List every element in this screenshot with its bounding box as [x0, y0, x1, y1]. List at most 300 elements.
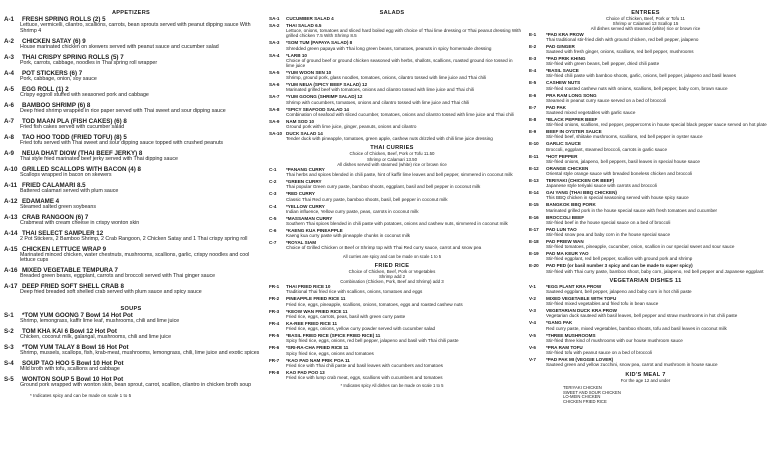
menu-item — [263, 370, 521, 380]
menu-item-code: A-4 — [4, 69, 14, 77]
menu-item-name: *BASIL FRIED RICE (SPICE FRIED RICE) 11 — [286, 333, 381, 339]
menu-item-description: Fried rice, eggs, onions, yellow curry powder served with cucumber salad — [286, 326, 436, 332]
menu-item-name: THAI SELECT SAMPLER 12 — [22, 229, 104, 237]
menu-item-description: Stir-fried eggplant, red bell pepper, scallion with ground pork and shrimp — [546, 256, 693, 262]
menu-item-code: A-9 — [4, 149, 14, 157]
menu-item — [263, 309, 521, 319]
menu-item-code: A-15 — [4, 245, 18, 253]
menu-item-code: FR-3 — [269, 308, 280, 314]
vegetarian-section — [523, 278, 768, 368]
menu-item — [0, 344, 262, 357]
menu-item-name: NAM SOD 10 — [286, 118, 315, 124]
menu-item-code: S-4 — [4, 360, 14, 368]
menu-item-description: Shrimp with cucumbers, tomatoes, onions and cilantro tossed with lime juice and Thai chili — [286, 99, 470, 105]
menu-item-description: Marinated minced chicken, water chestnuts, mushrooms, scallions, garlic, crispy noodles and cool lettuce cups — [20, 251, 250, 264]
menu-item — [0, 182, 262, 195]
kids-meal-item: LO-MEIN CHICKEN — [563, 394, 601, 400]
menu-item — [0, 86, 262, 99]
menu-item-code: A-2 — [4, 37, 14, 45]
menu-item-code: E-14 — [529, 190, 539, 196]
menu-item-name: WONTON SOUP 5 Bowl 10 Hot Pot — [22, 376, 124, 384]
menu-item-name: PAD PRIEW WAN — [546, 239, 584, 245]
menu-item-name: CUCUMBER SALAD 4 — [286, 16, 334, 21]
entrees-title: ENTREES — [631, 10, 660, 16]
menu-item — [263, 284, 521, 294]
menu-item-description: Traditional Thai fried rice with scallions, onions, tomatoes and eggs — [286, 289, 423, 295]
menu-item — [523, 93, 768, 103]
kids-meal-item: TERIYAKI CHICKEN — [563, 384, 602, 390]
menu-item-name: *TOM YUM GOONG 7 Bowl 14 Hot Pot — [22, 312, 133, 320]
menu-item-code: A-16 — [4, 267, 18, 275]
menu-item — [263, 53, 521, 69]
menu-item-description: Sauteed mixed vegetables with garlic sauce — [546, 110, 636, 116]
menu-item — [0, 283, 262, 296]
soups-list — [0, 312, 262, 389]
menu-item-code: A-10 — [4, 165, 18, 173]
menu-item-name: *KAO PAD NAM PRIK POA 11 — [286, 357, 350, 363]
menu-item — [0, 70, 262, 83]
menu-item-description: Thai style fried marinated beef jerky served with Thai dipping sauce — [20, 155, 179, 162]
menu-item-name: EGG ROLL (1) 2 — [22, 85, 69, 93]
menu-item-description: Sauteed eggplant, bell pepper, jalapeno and baby corn in hot chili paste — [546, 289, 692, 295]
menu-item-code: E-17 — [529, 226, 539, 232]
menu-item-name: CASHEW NUTS — [546, 80, 581, 86]
menu-item-name: GAI YANG (THAI BBQ CHICKEN) — [546, 190, 617, 196]
menu-item-name: DEEP FRIED SOFT SHELL CRAB 8 — [22, 283, 124, 291]
menu-item-description: Breaded green beans, eggplant, carrots and broccoli served with Thai ginger sauce — [20, 273, 216, 280]
salads-title: SALADS — [379, 10, 405, 16]
menu-item-description: Pork, carrots, cabbage, noodles in Thai spring roll wrapper — [20, 59, 158, 66]
menu-item-description: Oriental style orange sauce with breaded boneless chicken and broccoli — [546, 171, 693, 177]
appetizers-list — [0, 16, 262, 296]
menu-item-name: POT STICKERS (6) 7 — [22, 69, 83, 77]
menu-item — [0, 214, 262, 227]
menu-item-description: Combination of seafood with sliced cucumber, tomatoes, onions and cilantro tossed with lime juice and Thai chili — [286, 111, 514, 117]
menu-item — [0, 38, 262, 51]
salads-list — [263, 16, 521, 141]
menu-item — [0, 376, 262, 389]
menu-item-name: BANGKOK BBQ PORK — [546, 202, 596, 208]
menu-item-name: ORANGE CHICKEN — [546, 165, 589, 171]
menu-item-code: S-1 — [4, 312, 14, 320]
menu-item-description: Pork, cabbage, onion, soy sauce — [20, 75, 97, 82]
menu-item-name: MIXED VEGETABLE TEMPURA 7 — [22, 267, 118, 275]
menu-item-description: Fried rice, eggs, carrots, peas, basil with green curry paste — [286, 313, 406, 319]
menu-item-description: Thai popular Green curry paste, bamboo shoots, eggplant, basil and bell pepper in coconut milk — [286, 184, 481, 190]
entrees-seafood-price: Shrimp or Calamari 13 Scallop 15 — [612, 21, 679, 27]
menu-item-name: TERIYAKI (CHICKEN OR BEEF) — [546, 178, 614, 184]
menu-item — [263, 345, 521, 355]
menu-item-name: CHICKEN LETTUCE WRAP 9 — [22, 245, 107, 253]
menu-item-code: E-16 — [529, 214, 539, 220]
menu-item — [0, 150, 262, 163]
menu-item — [523, 296, 768, 306]
menu-item-name: *KEOW WAN FRIED RICE 11 — [286, 308, 348, 314]
menu-item-description: Stir-fried snow pea and baby corn in the house special sauce — [546, 232, 671, 238]
curries-title: THAI CURRIES — [370, 145, 414, 152]
menu-item-description: This BBQ chicken in special seasoning served with house spicy sauce — [546, 195, 689, 201]
menu-item-description: Stir-fried onions, jalapeno, bell peppers, basil leaves in special house sauce — [546, 158, 700, 164]
menu-item-code: V-1 — [529, 283, 536, 289]
menu-item-code: SA-4 — [269, 52, 280, 58]
menu-item-code: A-6 — [4, 101, 14, 109]
menu-item-description: Stir-fried beef, shiitake mushrooms, scallions, red bell pepper in oyster sauce — [546, 134, 703, 140]
menu-item-code: A-8 — [4, 133, 14, 141]
menu-item-code: E-6 — [529, 92, 537, 98]
menu-item — [523, 129, 768, 139]
menu-item — [263, 333, 521, 343]
menu-item — [263, 82, 521, 92]
menu-item — [523, 320, 768, 330]
menu-item-code: E-11 — [529, 153, 539, 159]
left-column — [0, 0, 262, 466]
menu-item — [263, 240, 521, 250]
menu-item-description: Shrimp, mussels, scallops, fish, krab-meat, mushrooms, lemongrass, chili, lime juice and exotic spices — [20, 350, 260, 357]
menu-item-name: THAI SALAD 6.5 — [286, 23, 322, 28]
menu-item-name: BEEF IN OYSTER SAUCE — [546, 129, 602, 135]
menu-item-description: Stir-fried beef in the house special sauce on a bed of broccoli — [546, 219, 671, 225]
curries-rice-note: All dishes served with steamed (white) rice or brown rice — [337, 161, 447, 167]
curries-section — [263, 145, 521, 258]
menu-item-name: *SRI-RA-CHA FRIED RICE 11 — [286, 345, 349, 351]
menu-item-description: Deep fried breaded soft shelled crab served with plum sauce and spicy sauce — [20, 289, 202, 296]
menu-item-description: Red curry paste, mixed vegetables, bamboo shoots, tofu and basil leaves in coconut milk — [546, 325, 727, 331]
fried-rice-shrimp: Shrimp add 2 — [378, 273, 406, 279]
menu-item — [523, 141, 768, 151]
menu-item-description: Crispy eggroll stuffed with seasoned pork and cabbage — [20, 91, 149, 98]
menu-item-code: V-7 — [529, 357, 536, 363]
menu-item-description: House marinated chicken on skewers served with peanut sauce and cucumber salad — [20, 43, 219, 50]
menu-item-description: Thai traditional stir-fried dish with ground chicken, red bell pepper, jalapeno — [546, 36, 699, 42]
menu-item — [0, 118, 262, 131]
menu-item-description: Fried rice with Thai chili paste and basil leaves with cucumbers and tomatoes — [286, 362, 443, 368]
menu-item-name: TAO HOO TODD (FRIED TOFU) (8) 5 — [22, 133, 127, 141]
menu-item-code: C-5 — [269, 215, 277, 221]
fried-rice-list — [263, 284, 521, 380]
menu-item-name: PAD PAK — [546, 104, 566, 110]
entrees-price: Choice of Chicken, Beef, Pork or Tofu 11 — [606, 16, 685, 21]
menu-item-name: FRESH SPRING ROLLS (2) 5 — [22, 16, 106, 23]
menu-item-name: *MASSAMAN CURRY — [286, 215, 333, 221]
menu-item-description: Stir-fried with Thai curry paste, bamboo shoot, baby corn, jalapeno, red bell pepper and Japanese eggplant — [546, 268, 764, 274]
menu-item-name: *TOM YUM TALAY 8 Bowl 16 Hot Pot — [22, 344, 129, 352]
menu-item — [0, 267, 262, 280]
fried-rice-choice: Choice of Chicken, Beef, Pork or Vegetables — [348, 268, 436, 274]
soups-note: * Indicates spicy and can be made on scale 1 to 5 — [30, 392, 132, 398]
menu-item-name: *BLACK PEPPER BEEF — [546, 117, 598, 123]
fried-rice-section — [263, 263, 521, 388]
fried-rice-note: * Indicates spicy All dishes can be made on scale 1 to 5 — [340, 383, 444, 389]
menu-item — [0, 166, 262, 179]
menu-item-code: E-5 — [529, 80, 537, 86]
menu-item-code: SA-2 — [269, 23, 280, 28]
menu-item-header — [263, 16, 521, 21]
menu-item — [523, 345, 768, 355]
menu-item — [523, 178, 768, 188]
menu-item — [0, 102, 262, 115]
menu-item-description: Indian influence, Yellow curry paste, peas, carrots in coconut milk — [286, 208, 419, 214]
menu-item-code: FR-2 — [269, 296, 280, 302]
menu-item-description: Ground pork wrapped with wonton skin, bean sprout, carrot, scallion, cilantro in chicken broth soup — [20, 382, 252, 389]
menu-item-name: THAI FRIED RICE 10 — [286, 284, 331, 290]
menu-item-code: V-6 — [529, 344, 536, 350]
menu-item-code: A-3 — [4, 53, 14, 61]
vegetarian-list — [523, 284, 768, 368]
menu-item-name: THAI CRISPY SPRING ROLLS (5) 7 — [22, 53, 124, 61]
menu-item-code: E-3 — [529, 56, 537, 62]
menu-item — [0, 134, 262, 147]
menu-item — [263, 167, 521, 177]
menu-item-code: A-11 — [4, 181, 18, 189]
menu-item-code: C-1 — [269, 167, 277, 173]
menu-item-name: *SPICY SEAFOOD SALAD 14 — [286, 106, 349, 112]
menu-item — [0, 54, 262, 67]
menu-item — [523, 251, 768, 261]
menu-item-code: C-7 — [269, 240, 277, 246]
curries-note: All curries are spicy and can be made on scale 1 to 5 — [342, 253, 442, 259]
menu-item — [263, 179, 521, 189]
menu-item-code: A-17 — [4, 283, 18, 291]
menu-item — [523, 202, 768, 212]
menu-item-description: Shrimp, ground pork, glass noodles, tomatoes, onions, cilantro tossed with lime juice and Thai chili — [286, 75, 487, 81]
menu-item — [523, 284, 768, 294]
menu-item-name: *GANG PAK — [546, 320, 573, 326]
menu-item-name: *PAD KRA PROW — [546, 31, 584, 37]
menu-item-description: Stir-fried with green beans, bell pepper, dried chili paste — [546, 61, 660, 67]
menu-item-description: Marinated grilled beef with tomatoes, onions and cilantro tossed with lime juice and Thai chili — [286, 87, 474, 93]
menu-item-name: BAMBOO SHRIMP (6) 8 — [22, 101, 91, 109]
menu-item-name: TOD MAAN PLA (FISH CAKES) (6) 8 — [22, 117, 127, 125]
menu-item-description: Shredded green papaya with Thai long green beans, tomatoes, peanuts in spicy homemade dressing — [286, 45, 492, 51]
menu-item-description: Marinated grilled pork in the house special sauce with fresh tomatoes and cucumber — [546, 207, 718, 213]
menu-item-description: Thai herbs and spices blended in chili paste, hint of kaffir lime leaves and bell pepper, simmered in coconut milk — [286, 172, 513, 178]
menu-item-name: PINEAPPLE FRIED RICE 11 — [286, 296, 346, 302]
menu-item-description: Stir-fried chili paste with bamboo shoots, garlic, onions, bell pepper, jalapeno and basil leaves — [546, 73, 736, 79]
soups-title: SOUPS — [120, 306, 142, 313]
menu-item-description: Spicy fried rice, eggs, onions, red bell pepper, jalapeno and basil with Thai chili paste — [286, 338, 459, 344]
menu-item-code: SA-9 — [269, 118, 280, 124]
menu-item-code: S-3 — [4, 344, 14, 352]
menu-item-description: Deep fried shrimp wrapped in rice paper served with Thai sweet and sour dipping sauce — [20, 107, 226, 114]
menu-item-code: E-13 — [529, 178, 539, 184]
menu-item-code: V-4 — [529, 320, 536, 326]
menu-item-description: Ground pork with lime juice, ginger, peanuts, onions and cilantro — [286, 124, 417, 130]
menu-item — [263, 296, 521, 306]
menu-item-description: Stir-fried three kind of mushrooms with our house mushroom sauce — [546, 337, 683, 343]
menu-item — [0, 230, 262, 243]
menu-item-name: *RED CURRY — [286, 191, 315, 197]
kids-age-note: For the age 12 and under — [620, 377, 671, 383]
menu-item-name: CHICKEN SATAY (6) 9 — [22, 37, 86, 45]
menu-item-description: Spicy fried rice, eggs, onions and tomatoes — [286, 350, 374, 356]
menu-item-description: Battered calamari served with plum sauce — [20, 187, 119, 194]
menu-item-code: SA-10 — [269, 131, 283, 137]
menu-item — [263, 131, 521, 141]
menu-item-code: A-5 — [4, 85, 14, 93]
menu-item-name: NEUA DHAT DIOW (THAI BEEF JERKY) 8 — [22, 149, 143, 157]
menu-item-name: *YUM WOON SEN 10 — [286, 70, 332, 76]
menu-item-description: Kaeng kua curry paste with pineapple chunks in coconut milk — [286, 233, 411, 239]
menu-item-name: *HOT PEPPER — [546, 153, 578, 159]
menu-item-code: E-7 — [529, 104, 537, 110]
menu-item — [263, 216, 521, 226]
curries-seafood-price: Shrimp or Calamari 13.50 — [366, 156, 418, 162]
menu-item-description: Choice of Grilled Chicken or Beef or Shrimp top with Thai Red curry sauce, carrot and snow pea — [286, 245, 482, 251]
menu-item — [263, 228, 521, 238]
menu-item-code: E-20 — [529, 263, 539, 269]
menu-item-description: Southern Thai spices blended in chili paste with potatoes, onions and cashew nuts, simmered in coconut milk — [286, 221, 508, 227]
menu-item — [0, 246, 262, 265]
menu-item — [263, 16, 521, 21]
menu-item-code: SA-7 — [269, 94, 280, 100]
menu-item-description: Sauteed with fresh ginger, onions, scallions, red bell pepper, mushrooms — [546, 49, 694, 55]
entrees-rice-note: All dishes served with steamed (white) rice or brown rice — [590, 26, 701, 32]
menu-item-code: E-9 — [529, 129, 537, 135]
menu-item-name: *SOM TUM (PAPAYA SALAD) 8 — [286, 40, 353, 46]
menu-item-code: SA-6 — [269, 82, 280, 88]
menu-item-name: FRIED CALAMARI 8.5 — [22, 181, 86, 189]
menu-item-name: BROCCOLI BEEF — [546, 214, 585, 220]
menu-item — [0, 198, 262, 211]
menu-item-name: PAD LUN TAO — [546, 226, 577, 232]
menu-item-description: Stir-fried onions, scallions, red pepper, peppercorns in house special black pepper sauce served on hot plate — [546, 122, 767, 128]
menu-item-description: Vegetarian duck sauteed with basil leaves, bell pepper and straw mushrooms in hot chili paste — [546, 313, 738, 319]
menu-item-name: *PAD PAK MI (VEGGIE LOVER) — [546, 357, 614, 363]
menu-item-name: *EGG PLANT KRA PROW — [546, 283, 602, 289]
menu-item-description: Crabmeat with cream cheese in crispy wonton skin — [20, 219, 140, 226]
menu-item-name: PAD MA KEUR YAO — [546, 251, 589, 257]
menu-item — [523, 166, 768, 176]
menu-item-name: *YUM GOONG (SHRIMP SALAD) 12 — [286, 94, 363, 100]
soups-section — [0, 306, 262, 398]
menu-item-name: *LARB 10 — [286, 52, 307, 58]
menu-item-code: SA-1 — [269, 16, 280, 21]
menu-item — [523, 239, 768, 249]
menu-item-description: Shrimp, lemongrass, kaffir lime leaf, mushrooms, chili and lime juice — [20, 318, 180, 325]
menu-item-code: E-12 — [529, 165, 539, 171]
menu-item-code: FR-6 — [269, 345, 280, 351]
menu-item-name: *YUM NEUA (SPICY BEEF SALAD) 12 — [286, 82, 368, 88]
menu-item-name: *GREEN CURRY — [286, 179, 322, 185]
kids-title: KID'S MEAL 7 — [625, 371, 666, 378]
menu-item-name: DUCK SALAD 14 — [286, 131, 323, 137]
menu-item-name: *THREE MUSHROOMS — [546, 332, 596, 338]
menu-item-name: EDAMAME 4 — [22, 197, 60, 205]
menu-item-code: A-13 — [4, 213, 18, 221]
menu-item-description: Choice of ground beef or ground chicken seasoned with herbs, shallots, scallions, roasted ground rice tossed in lime juice — [286, 57, 513, 69]
menu-item — [523, 80, 768, 90]
menu-item-code: FR-5 — [269, 333, 280, 339]
menu-item-description: Fried tofu served with Thai sweet and sour dipping sauce topped with crushed peanuts — [20, 139, 224, 146]
kids-section — [523, 372, 768, 405]
menu-item-name: PRA RAM LONG SONG — [546, 92, 597, 98]
menu-item — [0, 16, 262, 35]
menu-item-code: E-1 — [529, 31, 537, 37]
menu-item-description: Lettuce, vermicelli, cilantro, scallions, carrots, bean sprouts served with peanut dipping sauce With Shrimp 4 — [20, 22, 251, 34]
menu-item-name: PAD GINGER — [546, 43, 575, 49]
menu-item-description: Fried fish cakes served with cucumber salad — [20, 123, 125, 130]
menu-item-name: KAO PAD POO 13 — [286, 369, 325, 375]
menu-item-code: SA-8 — [269, 106, 280, 112]
curries-list — [263, 167, 521, 251]
menu-item-name: *PAD PRIK KHING — [546, 56, 586, 62]
menu-item-description: Steamed in peanut curry sauce served on a bed of broccoli — [546, 97, 667, 103]
menu-item-code: A-7 — [4, 117, 14, 125]
menu-item-code: V-5 — [529, 332, 536, 338]
menu-item — [523, 44, 768, 54]
menu-item — [263, 23, 521, 39]
menu-item-name: VEGETARIAN DUCK KRA PROW — [546, 308, 617, 314]
fried-rice-title: FRIED RICE — [374, 262, 410, 269]
menu-item — [263, 119, 521, 129]
menu-item — [263, 191, 521, 201]
entrees-list — [523, 32, 768, 274]
menu-item-description: Stir-fried tofu with peanut sauce on a bed of broccoli — [546, 350, 652, 356]
menu-item-code: SA-5 — [269, 70, 280, 76]
menu-item-description: Lettuce, onions, tomatoes and sliced hard boiled egg with choice of Thai lime dressing or Thai peanut dressing With grilled chicken 7.5 With Shrimp 8.5 — [286, 28, 521, 39]
menu-item-name: GRILLED SCALLOPS WITH BACON (4) 8 — [22, 165, 141, 173]
menu-item-code: FR-4 — [269, 320, 280, 326]
menu-item — [263, 358, 521, 368]
menu-item-code: SA-3 — [269, 40, 280, 46]
menu-item-code: C-2 — [269, 179, 277, 185]
menu-item — [263, 70, 521, 80]
menu-item — [0, 360, 262, 373]
menu-item — [263, 40, 521, 50]
menu-item — [0, 328, 262, 341]
menu-item-description: Mild broth with tofu, scallions and cabbage — [20, 366, 120, 373]
menu-item — [523, 308, 768, 318]
menu-item-description: Japanese style teriyaki sauce with carrots and broccoli — [546, 183, 657, 189]
kids-meal-item: CHICKEN FRIED RICE — [563, 399, 607, 405]
menu-item — [523, 215, 768, 225]
menu-item — [263, 204, 521, 214]
vegetarian-title: VEGETARIAN DISHES 11 — [609, 277, 682, 284]
menu-item-code: FR-1 — [269, 284, 280, 290]
menu-item-code: A-12 — [4, 197, 18, 205]
menu-item-description: Tender duck with pineapple, tomatoes, green apple, cashew nuts drizzled with chili lime juice dressing — [286, 136, 493, 142]
menu-item — [263, 321, 521, 331]
menu-item — [523, 263, 768, 273]
menu-item-description: Scallops wrapped in bacon on skewers — [20, 171, 112, 178]
menu-item-code: E-8 — [529, 117, 537, 123]
menu-item-code: E-18 — [529, 239, 539, 245]
menu-item-code: E-4 — [529, 68, 537, 74]
menu-item — [523, 32, 768, 42]
menu-item-description: Chicken, coconut milk, galangal, mushrooms, chili and lime juice — [20, 334, 172, 341]
menu-item-name: MIXED VEGETABLE WITH TOFU — [546, 296, 617, 302]
menu-item-name: *ROYAL SIAM — [286, 240, 317, 246]
curries-price: Choice of Chicken, Beef, Pork or Tofu 11.50 — [349, 151, 435, 157]
kids-list — [523, 386, 768, 405]
menu-item-code: A-14 — [4, 229, 18, 237]
fried-rice-combo: Combination (Chicken, Pork, Beef and Shrimp) add 3 — [340, 279, 444, 285]
menu-item-code: S-5 — [4, 376, 14, 384]
menu-item-code: A-1 — [4, 16, 14, 23]
menu-item-name: KA-REE FRIED RICE 11 — [286, 320, 338, 326]
menu-item — [523, 227, 768, 237]
menu-item-name: *PRA RAM TOFU — [546, 344, 583, 350]
menu-item-name: GARLIC SAUCE — [546, 141, 581, 147]
menu-item — [0, 312, 262, 325]
menu-item — [523, 190, 768, 200]
menu-item — [263, 107, 521, 117]
menu-item-code: FR-8 — [269, 369, 280, 375]
menu-item-code: E-10 — [529, 141, 539, 147]
menu-item-name: *KAENG KUA PINEAPPLE — [286, 228, 343, 234]
menu-item-description: 2 Pot Stickers, 2 Bamboo Shrimp, 2 Crab Rangoon, 2 Chicken Satay and 1 Thai crispy spring roll — [20, 235, 248, 242]
menu-item-code: E-19 — [529, 251, 539, 257]
